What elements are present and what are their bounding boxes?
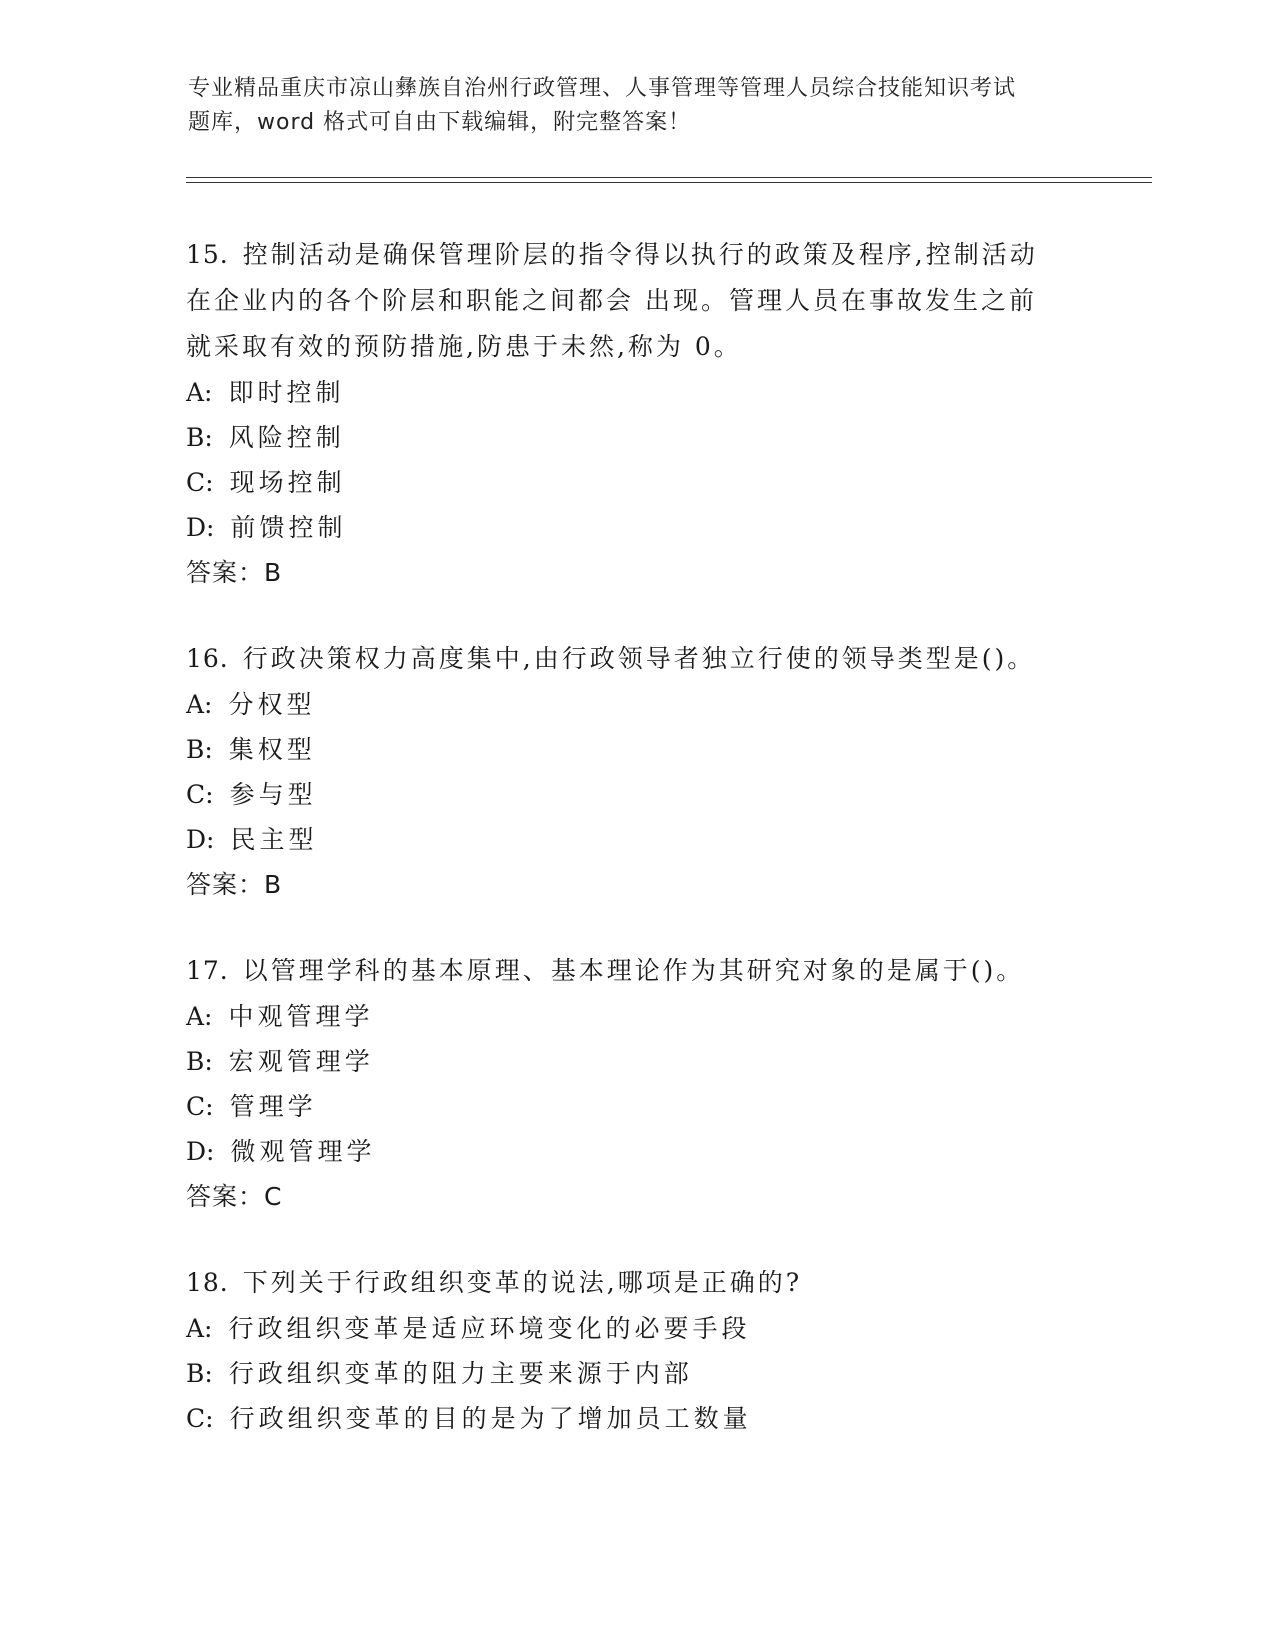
option-c: C: 现场控制: [186, 468, 346, 497]
question-18: [186, 1260, 1086, 1441]
option-a: A: 分权型: [186, 690, 316, 719]
option-c: C: 管理学: [186, 1092, 317, 1121]
option-c: C: 参与型: [186, 780, 317, 809]
option-a: A: 中观管理学: [186, 1002, 374, 1031]
answer: 答案：B: [186, 558, 283, 587]
answer: 答案：B: [186, 870, 283, 899]
option-d: D: 前馈控制: [186, 513, 347, 542]
option-b: B: 宏观管理学: [186, 1047, 374, 1076]
header-title-line-1: 专业精品重庆市凉山彝族自治州行政管理、人事管理等管理人员综合技能知识考试: [188, 76, 1017, 101]
option-d: D: 微观管理学: [186, 1137, 376, 1166]
question-number: 18.: [186, 1268, 229, 1297]
question-16: [186, 636, 1086, 908]
question-stem-line: 在企业内的各个阶层和职能之间都会 出现。管理人员在事故发生之前: [186, 286, 1037, 315]
question-list: [186, 232, 1086, 1441]
header-divider-bottom: [186, 182, 1152, 183]
option-a: A: 行政组织变革是适应环境变化的必要手段: [186, 1314, 751, 1343]
question-stem-line: 16. 行政决策权力高度集中,由行政领导者独立行使的领导类型是()。: [186, 644, 1036, 673]
question-number: 17.: [186, 956, 229, 985]
header-divider-top: [186, 177, 1152, 178]
question-stem-line: 18. 下列关于行政组织变革的说法,哪项是正确的?: [186, 1268, 803, 1297]
answer: 答案：C: [186, 1182, 283, 1211]
header-title-line-2: 题库，word 格式可自由下载编辑，附完整答案！: [188, 110, 692, 135]
option-b: B: 行政组织变革的阻力主要来源于内部: [186, 1359, 693, 1388]
question-15: [186, 232, 1086, 596]
option-b: B: 集权型: [186, 735, 316, 764]
question-number: 15.: [186, 240, 229, 269]
question-stem-line: 就采取有效的预防措施,防患于未然,称为 0。: [186, 332, 742, 361]
option-c: C: 行政组织变革的目的是为了增加员工数量: [186, 1404, 752, 1433]
option-a: A: 即时控制: [186, 378, 345, 407]
option-d: D: 民主型: [186, 825, 318, 854]
question-17: [186, 948, 1086, 1220]
question-stem-line: 17. 以管理学科的基本原理、基本理论作为其研究对象的是属于()。: [186, 956, 1025, 985]
option-b: B: 风险控制: [186, 423, 345, 452]
document-header: [188, 72, 1088, 140]
question-stem-line: 15. 控制活动是确保管理阶层的指令得以执行的政策及程序,控制活动: [186, 240, 1038, 269]
question-number: 16.: [186, 644, 229, 673]
